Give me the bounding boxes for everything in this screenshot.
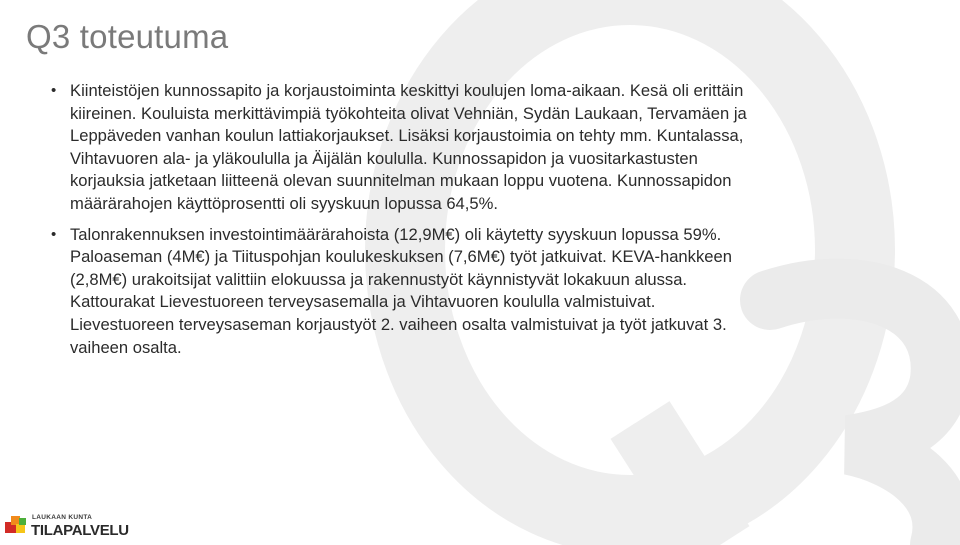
logo [5, 512, 129, 542]
bullet-investments: • Talonrakennuksen investointimäärärahoista (12,9M€) oli käytetty syyskuun lopussa 59%. Paloaseman (4M€) ja Tiituspohjan koulukeskuksen (7,6M€) työt jatkuivat. KEVA-hankkeen (2,8M€) urakoitsijat valittiin elokuussa ja rakennustyöt käynnistyvät lokakuun alussa. Kattourakat Lievestuoreen terveysasemalla ja Vihtavuoren koululla valmistuivat. Lievestuoreen terveysaseman korjaustyöt 2. vaiheen osalta valmistuivat ja työt jatkuvat 3. vaiheen osalta. [50, 224, 750, 360]
page-title: Q3 toteutuma [26, 18, 229, 55]
logo-department-text: TILAPALVELU [31, 522, 129, 539]
logo-municipality-text: LAUKAAN KUNTA [32, 514, 93, 521]
bullet-list [50, 80, 750, 359]
logo-mark-icon [5, 514, 29, 538]
bullet-maintenance: • Kiinteistöjen kunnossapito ja korjaustoiminta keskittyi koulujen loma-aikaan. Kesä oli erittäin kiireinen. Kouluista merkittävimpiä työkohteita olivat Vehniän, Sydän Laukaan, Tervamäen ja Leppäveden vanhan koulun lattiakorjaukset. Lisäksi korjaustoimia on tehty mm. Kuntalassa, Vihtavuoren ala- ja yläkoululla ja Äijälän koululla. Kunnossapidon ja vuositarkastusten korjauksia jatketaan liitteenä olevan suunnitelman mukaan loppu vuotena. Kunnossapidon määrärahojen käyttöprosentti oli syyskuun lopussa 64,5%. [50, 80, 750, 216]
